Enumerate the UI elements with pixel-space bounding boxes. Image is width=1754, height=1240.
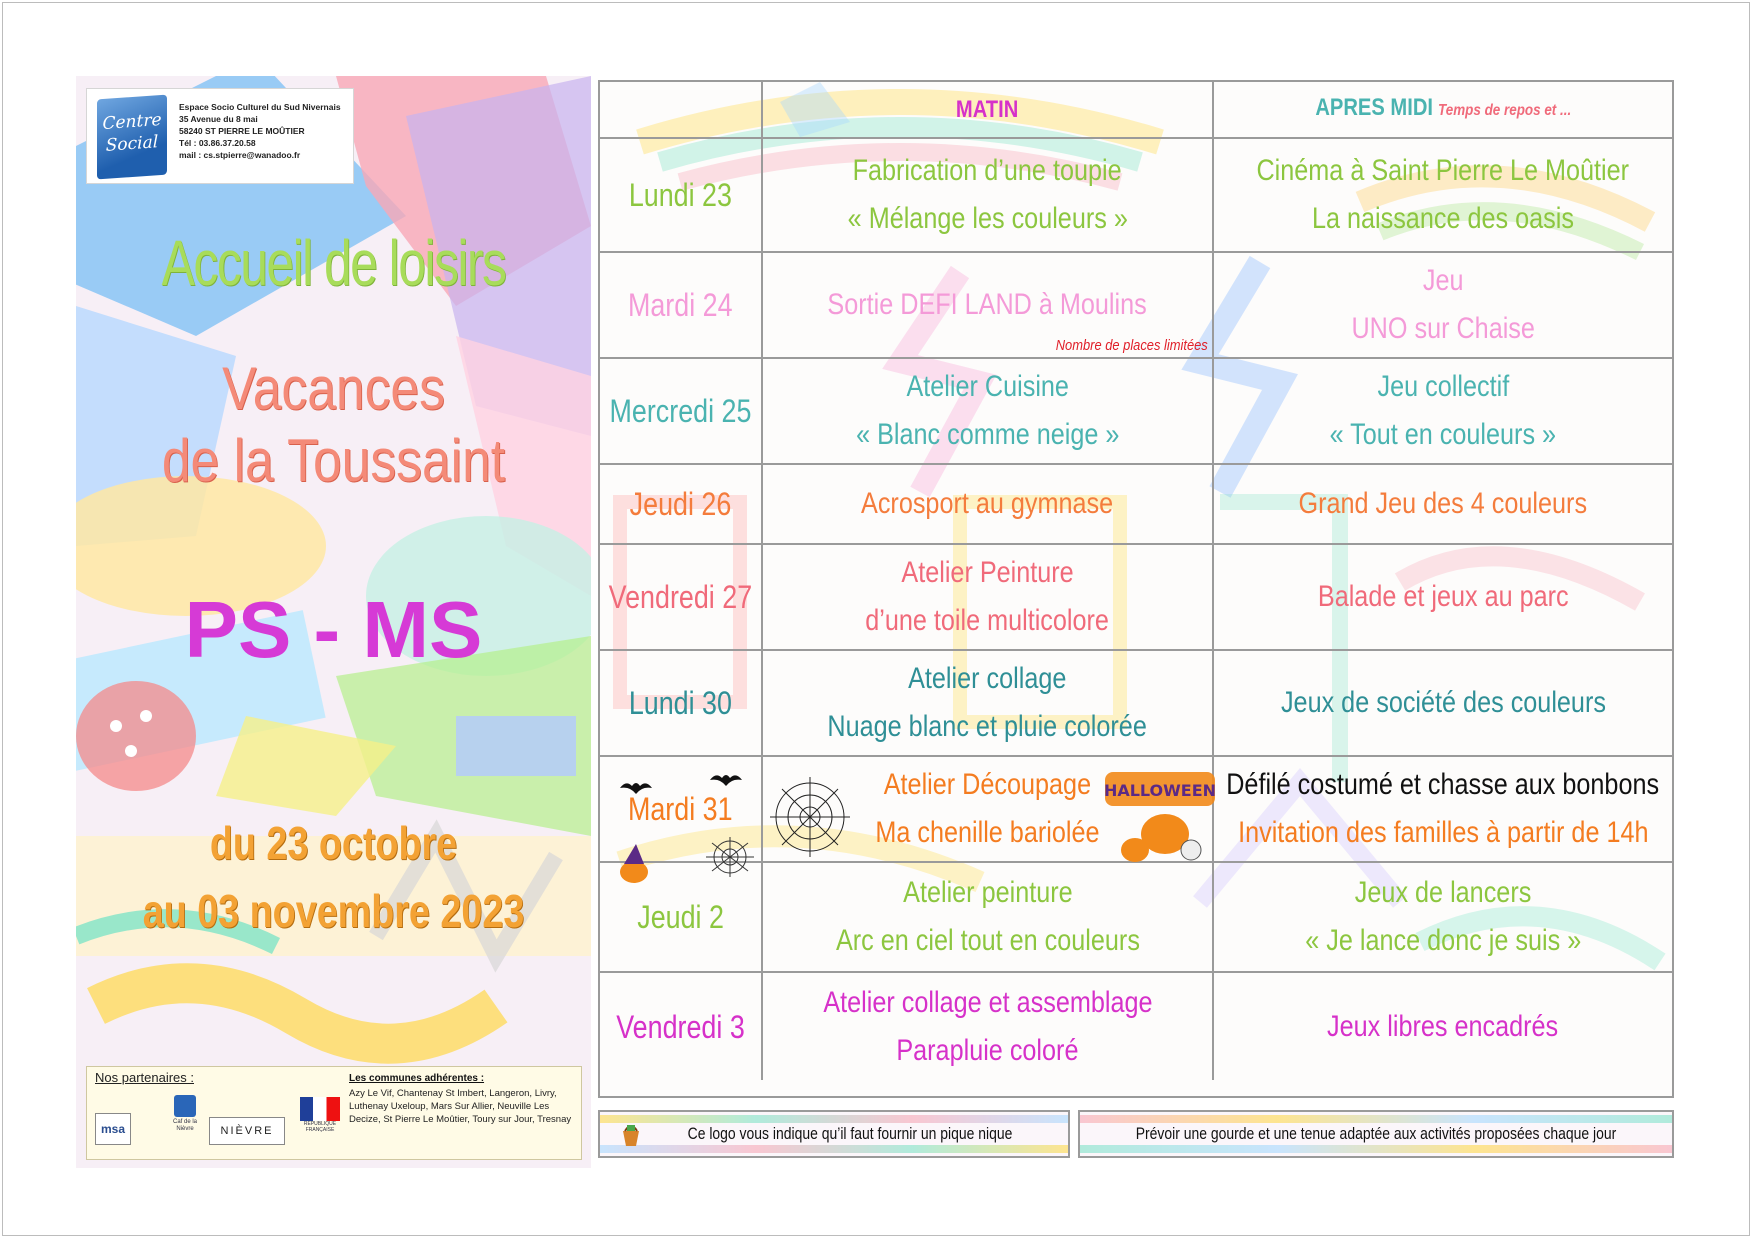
afternoon-activity-line: Jeux libres encadrés [1327,1009,1559,1043]
equipment-notice-box [1078,1110,1674,1158]
morning-activity-line: Acrosport au gymnase [861,487,1114,520]
communes-list: Azy Le Vif, Chantenay St Imbert, Langeron, Livry, Luthenay Uxeloup, Mars Sur Allier, Neuville Les Decize, St Pierre Le Moûtier, Toury sur Jour, Tresnay [349,1088,572,1125]
day-label: Mardi 31 [628,791,733,827]
equipment-notice-text: Prévoir une gourde et une tenue adaptée aux activités proposées chaque jour [1135,1124,1617,1143]
poster-age-group: PS - MS [184,585,483,674]
morning-activity-line: Ma chenille bariolée [875,816,1100,849]
picnic-notice-box [598,1110,1070,1158]
centre-social-logo [97,95,167,180]
morning-activity-line: Parapluie coloré [896,1033,1079,1067]
nievre-logo [209,1117,285,1145]
day-label: Vendredi 3 [616,1008,745,1045]
afternoon-activity-line: Balade et jeux au parc [1317,580,1569,613]
bat-icon [710,775,742,786]
day-label: Lundi 30 [628,685,733,721]
spider-web-icon [770,777,850,857]
republique-francaise-logo [297,1097,343,1147]
morning-activity-line: Atelier peinture [902,876,1073,909]
morning-activity-line: d’une toile multicolore [865,604,1110,637]
afternoon-activity-line: Jeux de lancers [1354,876,1532,909]
afternoon-activity-line: Cinéma à Saint Pierre Le Moûtier [1256,154,1630,187]
schedule-table [598,80,1674,1098]
poster-panel [76,76,591,1168]
republique-logo-text: RÉPUBLIQUE FRANÇAISE [303,1121,337,1133]
afternoon-activity-line: Défilé costumé et chasse aux bonbons [1226,768,1660,801]
spider-web-icon [706,837,754,877]
halloween-banner-icon [1104,772,1216,862]
organization-email: mail : cs.stpierre@wanadoo.fr [179,150,301,160]
organization-phone: Tél : 03.86.37.20.58 [179,138,256,148]
organization-name: Espace Socio Culturel du Sud Nivernais [179,102,341,112]
afternoon-activity-line: Jeux de société des couleurs [1280,686,1606,719]
picnic-notice-text: Ce logo vous indique qu’il faut fournir un pique nique [687,1124,1013,1143]
poster-date-start: du 23 octobre [209,817,458,869]
afternoon-activity-line: La naissance des oasis [1312,202,1574,235]
bat-icon [620,783,652,794]
morning-activity-line: « Blanc comme neige » [855,418,1120,451]
organization-city: 58240 ST PIERRE LE MOÛTIER [179,126,305,136]
poster-title: Accueil de loisirs [161,227,506,299]
limited-places-note: Nombre de places limitées [1055,337,1208,354]
header-morning-label: MATIN [956,95,1019,123]
halloween-decorations [600,82,1674,1098]
caf-logo-text: Caf de la Nièvre [172,1119,197,1132]
organization-address: 35 Avenue du 8 mai [179,114,258,124]
header-afternoon-note: Temps de repos et ... [1437,102,1571,119]
logo-text-centre: Centre [102,109,162,135]
afternoon-activity-line: « Tout en couleurs » [1329,418,1557,451]
afternoon-activity-line: Jeu [1422,264,1464,297]
morning-activity-line: Atelier collage [908,662,1067,695]
msa-logo-text: msa [100,1122,126,1136]
poster-subtitle-toussaint: de la Toussaint [161,427,506,494]
header-afternoon-label: APRES MIDI [1315,94,1433,121]
afternoon-activity-line: Grand Jeu des 4 couleurs [1298,487,1588,520]
logo-text-social: Social [105,132,159,156]
afternoon-activity-line: « Je lance donc je suis » [1305,924,1581,957]
day-label: Jeudi 26 [629,486,732,522]
picnic-basket-icon [620,1121,642,1147]
communes-label: Les communes adhérentes : [349,1073,485,1084]
morning-activity-line: « Mélange les couleurs » [847,202,1128,235]
pumpkin-witch-hat-icon [620,844,648,883]
msa-logo [95,1113,131,1145]
partners-box [86,1066,582,1160]
poster-subtitle-vacances: Vacances [222,355,445,422]
day-label: Vendredi 27 [608,579,753,615]
morning-activity-line: Arc en ciel tout en couleurs [835,924,1140,957]
caf-logo [171,1093,199,1145]
morning-activity-line: Sortie DEFI LAND à Moulins [827,288,1148,321]
morning-activity-line: Atelier collage et assemblage [822,985,1153,1019]
nievre-logo-text: NIÈVRE [220,1125,274,1137]
centre-social-logo-box [86,88,354,184]
morning-activity-line: Fabrication d’une toupie [853,154,1122,187]
morning-activity-line: Atelier Cuisine [906,370,1069,403]
day-label: Jeudi 2 [637,899,724,935]
day-label: Lundi 23 [628,177,733,213]
svg-text:HALLOWEEN: HALLOWEEN [1103,781,1217,800]
afternoon-activity-line: Jeu collectif [1377,370,1509,403]
afternoon-activity-line: UNO sur Chaise [1351,312,1535,345]
morning-activity-line: Nuage blanc et pluie colorée [827,710,1148,743]
day-label: Mercredi 25 [609,393,752,429]
morning-activity-line: Atelier Peinture [901,556,1074,589]
poster-date-end: au 03 novembre 2023 [142,885,525,937]
partners-label: Nos partenaires : [95,1070,194,1085]
day-label: Mardi 24 [628,287,733,323]
afternoon-activity-line: Invitation des familles à partir de 14h [1237,816,1649,849]
morning-activity-line: Atelier Découpage [883,768,1092,801]
organization-contact [179,101,341,161]
